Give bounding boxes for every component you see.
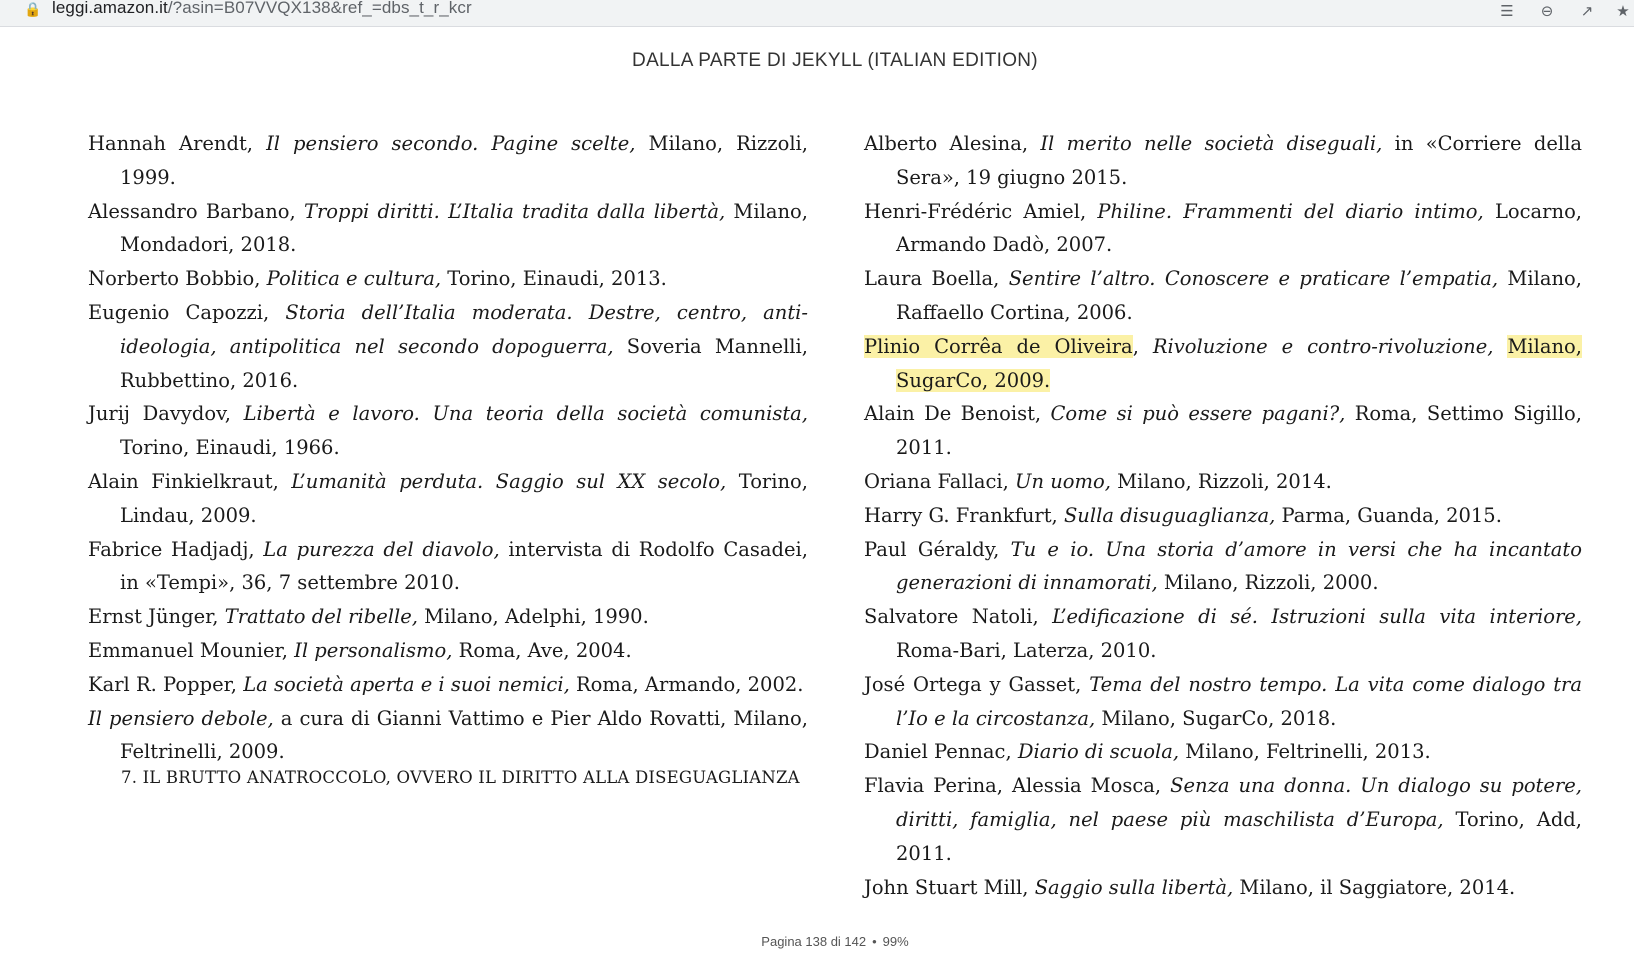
entry-title: Politica e cultura, — [266, 267, 442, 291]
entry-publication: Torino, Einaudi, 1966. — [120, 436, 340, 460]
entry-publication: Milano, Rizzoli, 1999. — [120, 132, 808, 189]
entry-author: Alberto Alesina, — [864, 132, 1041, 155]
entry-author: Jurij Davydov, — [88, 402, 244, 426]
entry-author: Oriana Fallaci, — [864, 469, 1016, 493]
bibliography-entry — [88, 465, 808, 533]
entry-publication: Roma-Bari, Laterza, 2010. — [896, 638, 1157, 662]
entry-author: Harry G. Frankfurt, — [864, 503, 1064, 527]
bibliography-entry — [88, 702, 808, 770]
url-host: leggi.amazon.it — [52, 0, 168, 17]
bibliography-entry — [88, 600, 808, 634]
bibliography-entry — [864, 195, 1582, 263]
bibliography-entry — [88, 533, 808, 601]
entry-author: Paul Géraldy, — [864, 537, 1011, 561]
entry-title: Tu e io. Una storia d’amore in versi che ha incantato generazioni di innamorati, — [896, 537, 1582, 595]
bibliography-entry — [88, 397, 808, 465]
entry-publication: Torino, Add, 2011. — [896, 807, 1582, 865]
entry-author: Alessandro Barbano, — [88, 199, 304, 223]
entry-title: Rivoluzione e contro-rivoluzione, — [1152, 334, 1494, 358]
entry-title: Il personalismo, — [294, 638, 453, 662]
entry-publication: Torino, Lindau, 2009. — [120, 469, 808, 527]
entry-publication: Parma, Guanda, 2015. — [1275, 503, 1502, 527]
entry-publication: Milano, Adelphi, 1990. — [417, 605, 649, 629]
entry-author: Emmanuel Mounier, — [88, 638, 295, 662]
bibliography-entry — [88, 296, 808, 397]
bibliography-entry — [864, 499, 1582, 533]
browser-toolbar — [0, 0, 1634, 27]
entry-title: Diario di scuola, — [1017, 740, 1180, 764]
entry-title: Senza una donna. Un dialogo su potere, diritti, famiglia, nel paese più maschilista d’Europa, — [896, 774, 1582, 831]
chapter-heading: 7. IL BRUTTO ANATROCCOLO, OVVERO IL DIRITTO ALLA DISEGUAGLIANZA — [121, 768, 800, 787]
bibliography-entry — [864, 871, 1582, 905]
entry-title: Il merito nelle società diseguali, — [1040, 132, 1383, 155]
entry-publication: Locarno, Armando Dadò, 2007. — [896, 199, 1583, 257]
address-bar[interactable] — [52, 0, 472, 18]
entry-author: Alain Finkielkraut, — [88, 469, 292, 493]
bibliography-entry — [88, 262, 808, 296]
entry-title: Come si può essere pagani?, — [1050, 402, 1346, 426]
entry-title: L’edificazione di sé. Istruzioni sulla vita interiore, — [1052, 605, 1582, 629]
entry-publication: Roma, Settimo Sigillo, 2011. — [896, 402, 1582, 460]
bibliography-entry — [864, 600, 1582, 668]
entry-author: Hannah Arendt, — [88, 132, 267, 155]
entry-publication: intervista di Rodolfo Casadei, in «Tempi», 36, 7 settembre 2010. — [120, 537, 808, 595]
entry-author: Plinio Corrêa de Oliveira — [864, 334, 1133, 358]
entry-title: Philine. Frammenti del diario intimo, — [1097, 199, 1484, 223]
bibliography-entry — [864, 127, 1582, 195]
entry-publication: Milano, Feltrinelli, 2013. — [1179, 740, 1431, 764]
entry-author: Laura Boella, — [864, 267, 1009, 291]
zoom-out-icon[interactable]: ⊖ — [1540, 2, 1554, 20]
entry-author: José Ortega y Gasset, — [864, 672, 1090, 696]
reader-footer — [0, 934, 1634, 949]
entry-author: Eugenio Capozzi, — [88, 300, 286, 324]
entry-author: Flavia Perina, Alessia Mosca, — [864, 774, 1171, 798]
entry-author: John Stuart Mill, — [864, 875, 1035, 899]
bibliography-entry — [864, 769, 1582, 870]
footer-separator: • — [872, 934, 877, 949]
entry-publication: Milano, Rizzoli, 2014. — [1110, 469, 1332, 493]
book-title: DALLA PARTE DI JEKYLL (ITALIAN EDITION) — [632, 50, 1038, 71]
share-icon[interactable]: ↗ — [1580, 2, 1594, 20]
bibliography-entry — [864, 397, 1582, 465]
entry-publication: Roma, Ave, 2004. — [452, 638, 632, 662]
entry-publication: Milano, Rizzoli, 2000. — [1157, 571, 1379, 595]
entry-title: Libertà e lavoro. Una teoria della società comunista, — [243, 402, 809, 426]
entry-title: Saggio sulla libertà, — [1034, 875, 1234, 899]
entry-author: Ernst Jünger, — [88, 605, 225, 629]
bibliography-entry — [864, 533, 1582, 601]
bibliography-entry — [864, 735, 1582, 769]
bibliography-entry — [864, 262, 1582, 330]
entry-title: La purezza del diavolo, — [263, 537, 500, 561]
entry-title: Sulla disuguaglianza, — [1063, 503, 1276, 527]
entry-author: Henri-Frédéric Amiel, — [864, 199, 1098, 223]
entry-title: Un uomo, — [1015, 469, 1111, 493]
lock-icon[interactable]: 🔒 — [24, 2, 42, 18]
translate-icon[interactable]: ☰ — [1500, 2, 1514, 20]
entry-author: Salvatore Natoli, — [864, 605, 1053, 629]
url-path: /?asin=B07VVQX138&ref_=dbs_t_r_kcr — [167, 0, 472, 17]
bibliography-entry: Plinio Corrêa de Oliveira, Rivoluzione e contro-rivoluzione, Milano, SugarCo, 2009. — [864, 334, 1583, 392]
entry-title: Trattato del ribelle, — [224, 605, 418, 629]
entry-title: Troppi diritti. L’Italia tradita dalla libertà, — [303, 199, 726, 223]
bibliography-entry — [88, 127, 808, 195]
entry-title: Sentire l’altro. Conoscere e praticare l’empatia, — [1008, 267, 1499, 291]
entry-title: Il pensiero debole, — [88, 706, 274, 730]
bibliography-left-column — [88, 127, 808, 769]
entry-title: Il pensiero secondo. Pagine scelte, — [266, 132, 636, 155]
entry-author: Karl R. Popper, — [88, 672, 244, 696]
entry-author: Norberto Bobbio, — [88, 267, 267, 291]
entry-title: L’umanità perduta. Saggio sul XX secolo, — [291, 469, 727, 493]
extension-icon[interactable]: ★ — [1616, 2, 1630, 20]
entry-author: Daniel Pennac, — [864, 740, 1018, 764]
bibliography-entry — [864, 465, 1582, 499]
entry-publication: Soveria Mannelli, Rubbettino, 2016. — [120, 334, 808, 392]
entry-publication: Milano, il Saggiatore, 2014. — [1233, 875, 1516, 899]
entry-title: Tema del nostro tempo. La vita come dialogo tra l’Io e la circostanza, — [896, 672, 1582, 730]
entry-title: La società aperta e i suoi nemici, — [243, 672, 570, 696]
entry-publication: a cura di Gianni Vattimo e Pier Aldo Rovatti, Milano, Feltrinelli, 2009. — [120, 706, 808, 764]
reading-progress: 99% — [882, 934, 909, 949]
entry-publication: Milano, SugarCo, 2009. — [896, 334, 1583, 392]
bibliography-entry — [88, 668, 808, 702]
entry-publication: Torino, Einaudi, 2013. — [441, 267, 667, 291]
entry-publication: in «Corriere della Sera», 19 giugno 2015. — [896, 132, 1582, 189]
bibliography-entry — [88, 634, 808, 668]
entry-publication: Milano, Raffaello Cortina, 2006. — [896, 267, 1582, 324]
entry-publication: Milano, Mondadori, 2018. — [120, 199, 808, 257]
entry-publication: Roma, Armando, 2002. — [569, 672, 804, 696]
page-indicator: Pagina 138 di 142 — [761, 934, 867, 949]
entry-title: Storia dell’Italia moderata. Destre, centro, anti-ideologia, antipolitica nel secondo dopoguerra, — [120, 300, 808, 358]
bibliography-entry — [864, 668, 1582, 736]
entry-author: Fabrice Hadjadj, — [88, 537, 264, 561]
bibliography-entry — [88, 195, 808, 263]
entry-publication: Milano, SugarCo, 2018. — [1095, 706, 1337, 730]
entry-author: Alain De Benoist, — [864, 402, 1051, 426]
bibliography-right-column — [864, 127, 1582, 904]
